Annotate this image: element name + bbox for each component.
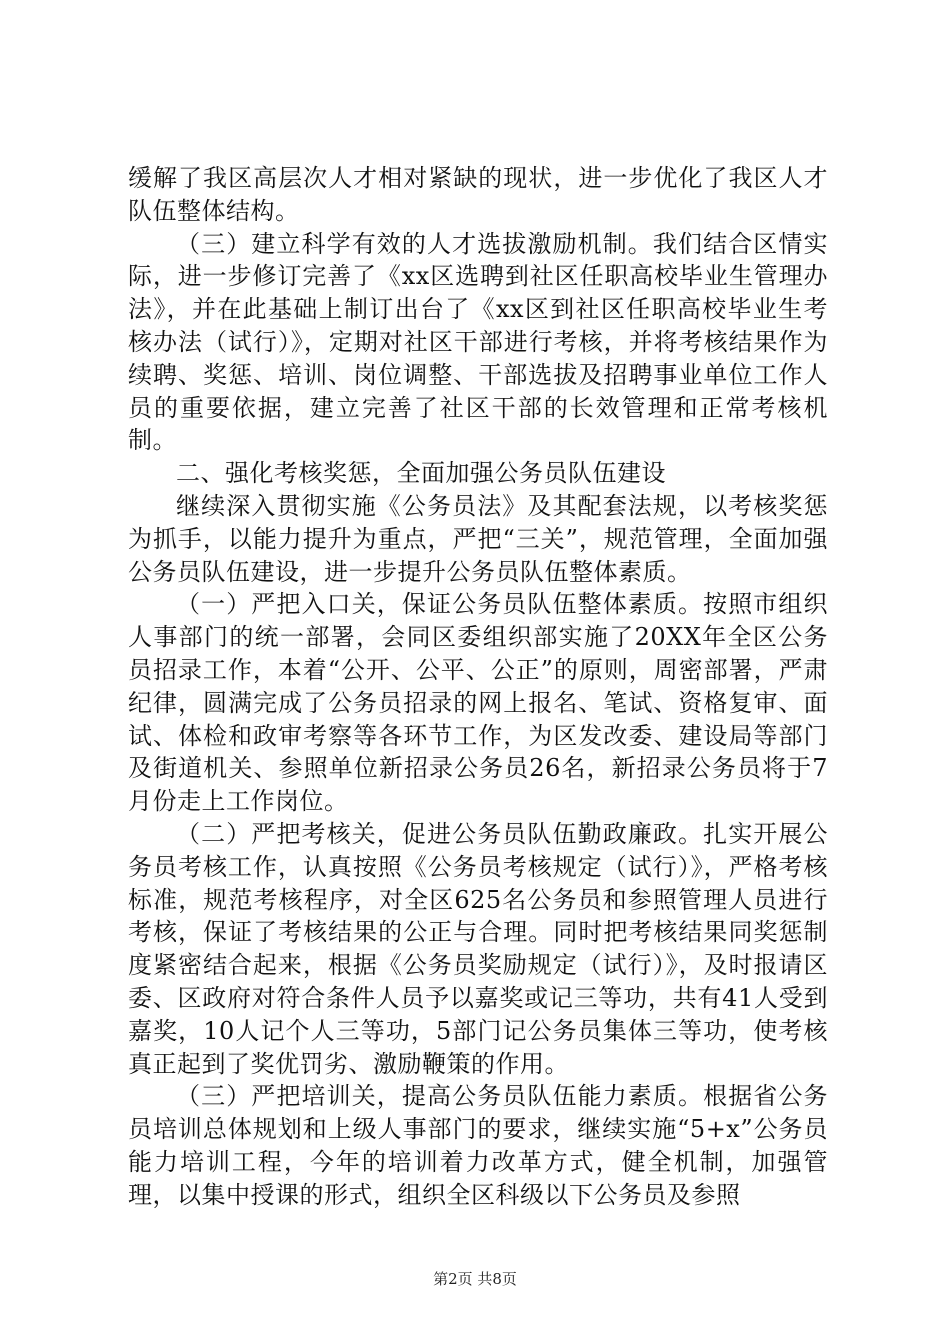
paragraph-training-control: （三）严把培训关，提高公务员队伍能力素质。根据省公务员培训总体规划和上级人事部门的要求，继续实施“5+x”公务员能力培训工程，今年的培训着力改革方式，健全机制，加强管理，以集中授课的形式，组织全区科级以下公务员及参照 [128, 1082, 828, 1209]
page-number-footer: 第2页 共8页 [433, 1270, 517, 1288]
paragraph-section-intro: 继续深入贯彻实施《公务员法》及其配套法规，以考核奖惩为抓手，以能力提升为重点，严把“三关”，规范管理，全面加强公务员队伍建设，进一步提升公务员队伍整体素质。 [128, 491, 828, 586]
section-heading-civil-servants: 二、强化考核奖惩，全面加强公务员队伍建设 [176, 459, 666, 488]
document-body [128, 162, 828, 1212]
paragraph-talent-selection: （三）建立科学有效的人才选拔激励机制。我们结合区情实际，进一步修订完善了《xx区选聘到社区任职高校毕业生管理办法》，并在此基础上制订出台了《xx区到社区任职高校毕业生考核办法（试行）》，定期对社区干部进行考核，并将考核结果作为续聘、奖惩、培训、岗位调整、干部选拔及招聘事业单位工作人员的重要依据，建立完善了社区干部的长效管理和正常考核机制。 [128, 229, 828, 455]
paragraph-continuation: 缓解了我区高层次人才相对紧缺的现状，进一步优化了我区人才队伍整体结构。 [128, 164, 828, 225]
paragraph-entry-control: （一）严把入口关，保证公务员队伍整体素质。按照市组织人事部门的统一部署，会同区委组织部实施了20XX年全区公务员招录工作，本着“公开、公平、公正”的原则，周密部署，严肃纪律，圆满完成了公务员招录的网上报名、笔试、资格复审、面试、体检和政审考察等各环节工作，为区发改委、建设局等部门及街道机关、参照单位新招录公务员26名，新招录公务员将于7月份走上工作岗位。 [128, 590, 828, 816]
paragraph-assessment-control: （二）严把考核关，促进公务员队伍勤政廉政。扎实开展公务员考核工作，认真按照《公务员考核规定（试行）》，严格考核标准，规范考核程序，对全区625名公务员和参照管理人员进行考核，保证了考核结果的公正与合理。同时把考核结果同奖惩制度紧密结合起来，根据《公务员奖励规定（试行）》，及时报请区委、区政府对符合条件人员予以嘉奖或记三等功，共有41人受到嘉奖，10人记个人三等功，5部门记公务员集体三等功，使考核真正起到了奖优罚劣、激励鞭策的作用。 [128, 819, 828, 1078]
